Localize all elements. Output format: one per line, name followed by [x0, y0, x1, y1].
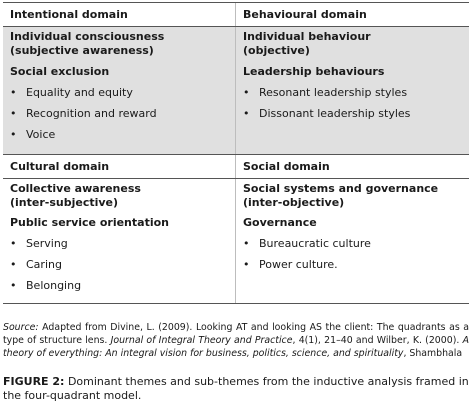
- section-leadership-behaviours: Leadership behaviours: [243, 65, 385, 78]
- social-subheading: Social systems and governance (inter-objective): [243, 182, 439, 209]
- list-item: • Belonging: [10, 279, 235, 300]
- bullet-icon: •: [243, 258, 250, 271]
- source-text-2: , 4(1), 21–40 and Wilber, K. (2000).: [292, 335, 460, 346]
- leadership-behaviours-list: [243, 86, 469, 128]
- bullet-icon: •: [10, 237, 17, 250]
- behavioural-subheading: Individual behaviour (objective): [243, 30, 371, 57]
- list-item: • Recognition and reward: [10, 107, 235, 128]
- governance-list: [243, 237, 469, 279]
- bullet-icon: •: [243, 107, 250, 120]
- bottom-header-row: [3, 154, 469, 178]
- social-exclusion-list: [10, 86, 235, 149]
- bottom-content-row: [3, 216, 469, 303]
- figure-label: FIGURE 2:: [3, 375, 65, 388]
- top-content-row: [3, 65, 469, 154]
- section-public-service-orientation: Public service orientation: [10, 216, 169, 229]
- list-item: • Serving: [10, 237, 235, 258]
- bullet-icon: •: [10, 258, 17, 271]
- intentional-subheading: Individual consciousness (subjective awareness): [3, 27, 236, 65]
- header-cultural-domain: Cultural domain: [3, 155, 236, 178]
- source-label: Source:: [3, 322, 39, 333]
- bullet-icon: •: [10, 128, 17, 141]
- cultural-content: [3, 216, 236, 303]
- quadrant-table: [3, 2, 469, 304]
- source-journal: Journal of Integral Theory and Practice: [110, 335, 293, 346]
- list-item: • Equality and equity: [10, 86, 235, 107]
- cultural-subheading: Collective awareness (inter-subjective): [3, 179, 236, 216]
- bullet-icon: •: [10, 107, 17, 120]
- section-governance: Governance: [243, 216, 317, 229]
- source-note: [3, 321, 469, 360]
- source-book: A theory of everything: An integral vision for business, politics, science, and spirituality: [3, 335, 469, 359]
- section-social-exclusion: Social exclusion: [10, 65, 110, 78]
- top-header-row: [3, 3, 469, 26]
- header-intentional-domain: Intentional domain: [3, 3, 236, 26]
- bullet-icon: •: [243, 86, 250, 99]
- top-subheading-row: [3, 26, 469, 65]
- list-item: • Voice: [10, 128, 235, 149]
- list-item: • Bureaucratic culture: [243, 237, 469, 258]
- list-item: • Dissonant leadership styles: [243, 107, 469, 128]
- list-item: • Power culture.: [243, 258, 469, 279]
- bullet-icon: •: [243, 237, 250, 250]
- behavioural-content: [236, 65, 469, 154]
- header-behavioural-domain: Behavioural domain: [243, 8, 367, 21]
- list-item: • Resonant leadership styles: [243, 86, 469, 107]
- intentional-content: [3, 65, 236, 154]
- source-text-3: , Shambhala: [403, 348, 463, 359]
- public-service-list: [10, 237, 235, 300]
- list-item: • Caring: [10, 258, 235, 279]
- bullet-icon: •: [10, 279, 17, 292]
- source-text-1: Adapted from Divine, L. (2009). Looking AT and looking AS the client: The quadrants as a type of structure lens.: [3, 322, 469, 346]
- header-social-domain: Social domain: [243, 160, 330, 173]
- bullet-icon: •: [10, 86, 17, 99]
- figure: [3, 2, 469, 304]
- bottom-subheading-row: [3, 178, 469, 216]
- figure-caption-text: Dominant themes and sub-themes from the inductive analysis framed in the four-quadrant model.: [3, 375, 469, 402]
- figure-caption: [3, 375, 469, 403]
- social-content: [236, 216, 469, 303]
